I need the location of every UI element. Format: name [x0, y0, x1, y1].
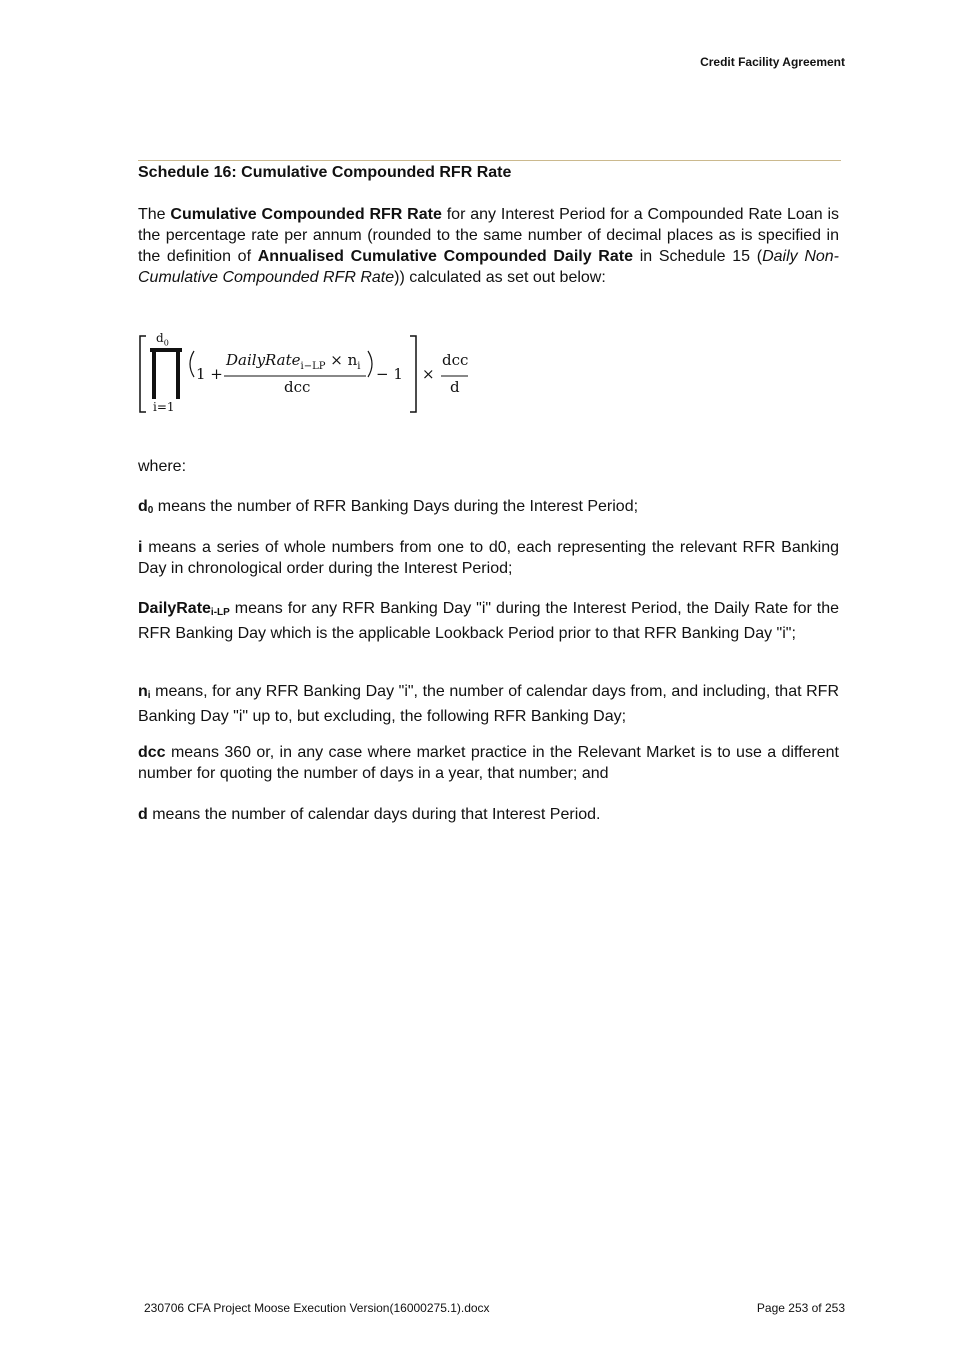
intro-term: Cumulative Compounded RFR Rate: [170, 206, 442, 223]
header-rule: [138, 160, 841, 161]
schedule-heading: Schedule 16: Cumulative Compounded RFR Rate: [138, 164, 512, 181]
product-lower-limit: i=1: [153, 400, 175, 414]
product-upper-limit: $d_0$: [156, 331, 169, 348]
intro-text: The: [138, 206, 171, 223]
intro-term: Annualised Cumulative Compounded Daily Rate: [257, 248, 633, 265]
intro-text: for any Interest Period for a Compounded Rate Loan is the percentage rate per annum (rounded to the same number of decimal places as is specified in the definition of: [138, 206, 840, 265]
intro-paragraph: [138, 204, 839, 288]
footer-filename: 230706 CFA Project Moose Execution Version(16000275.1).docx: [144, 1301, 490, 1315]
denominator: dcc: [284, 378, 311, 396]
minus-one: − 1: [376, 365, 403, 383]
fraction-denominator: d: [450, 378, 460, 396]
intro-text: in Schedule 15 (: [633, 248, 763, 265]
intro-italic: Daily Non-Cumulative Compounded RFR Rate: [138, 248, 840, 286]
definition: i means a series of whole numbers from one to d0, each representing the relevant RFR Banking Day in chronological order during the Interest Period;: [138, 539, 839, 577]
definition: $n_i$ means, for any RFR Banking Day "i", the number of calendar days from, and including, that RFR Banking Day "i" up to, but excluding, the following RFR Banking Day;: [138, 683, 839, 725]
formula: [138, 333, 478, 417]
definition: DailyRate$_{i-LP}$ means for any RFR Banking Day "i" during the Interest Period, the Daily Rate for the RFR Banking Day which is the applicable Lookback Period prior to that RFR Banking Day "i";: [138, 600, 839, 642]
fraction-numerator: dcc: [442, 351, 469, 369]
definition: $d_0$ means the number of RFR Banking Days during the Interest Period;: [138, 498, 639, 516]
definition: d means the number of calendar days during that Interest Period.: [138, 806, 601, 823]
numerator: DailyRate$_{i-LP}$ × $n_i$: [226, 351, 361, 372]
where-label: where:: [138, 458, 187, 475]
running-header: Credit Facility Agreement: [700, 55, 845, 69]
one-plus: 1 +: [196, 365, 223, 383]
footer-page-number: Page 253 of 253: [756, 1301, 845, 1315]
times-sign: ×: [422, 365, 435, 383]
intro-text: )) calculated as set out below:: [394, 269, 606, 286]
definition: dcc means 360 or, in any case where market practice in the Relevant Market is to use a different number for quoting the number of days in a year, that number; and: [138, 744, 839, 782]
